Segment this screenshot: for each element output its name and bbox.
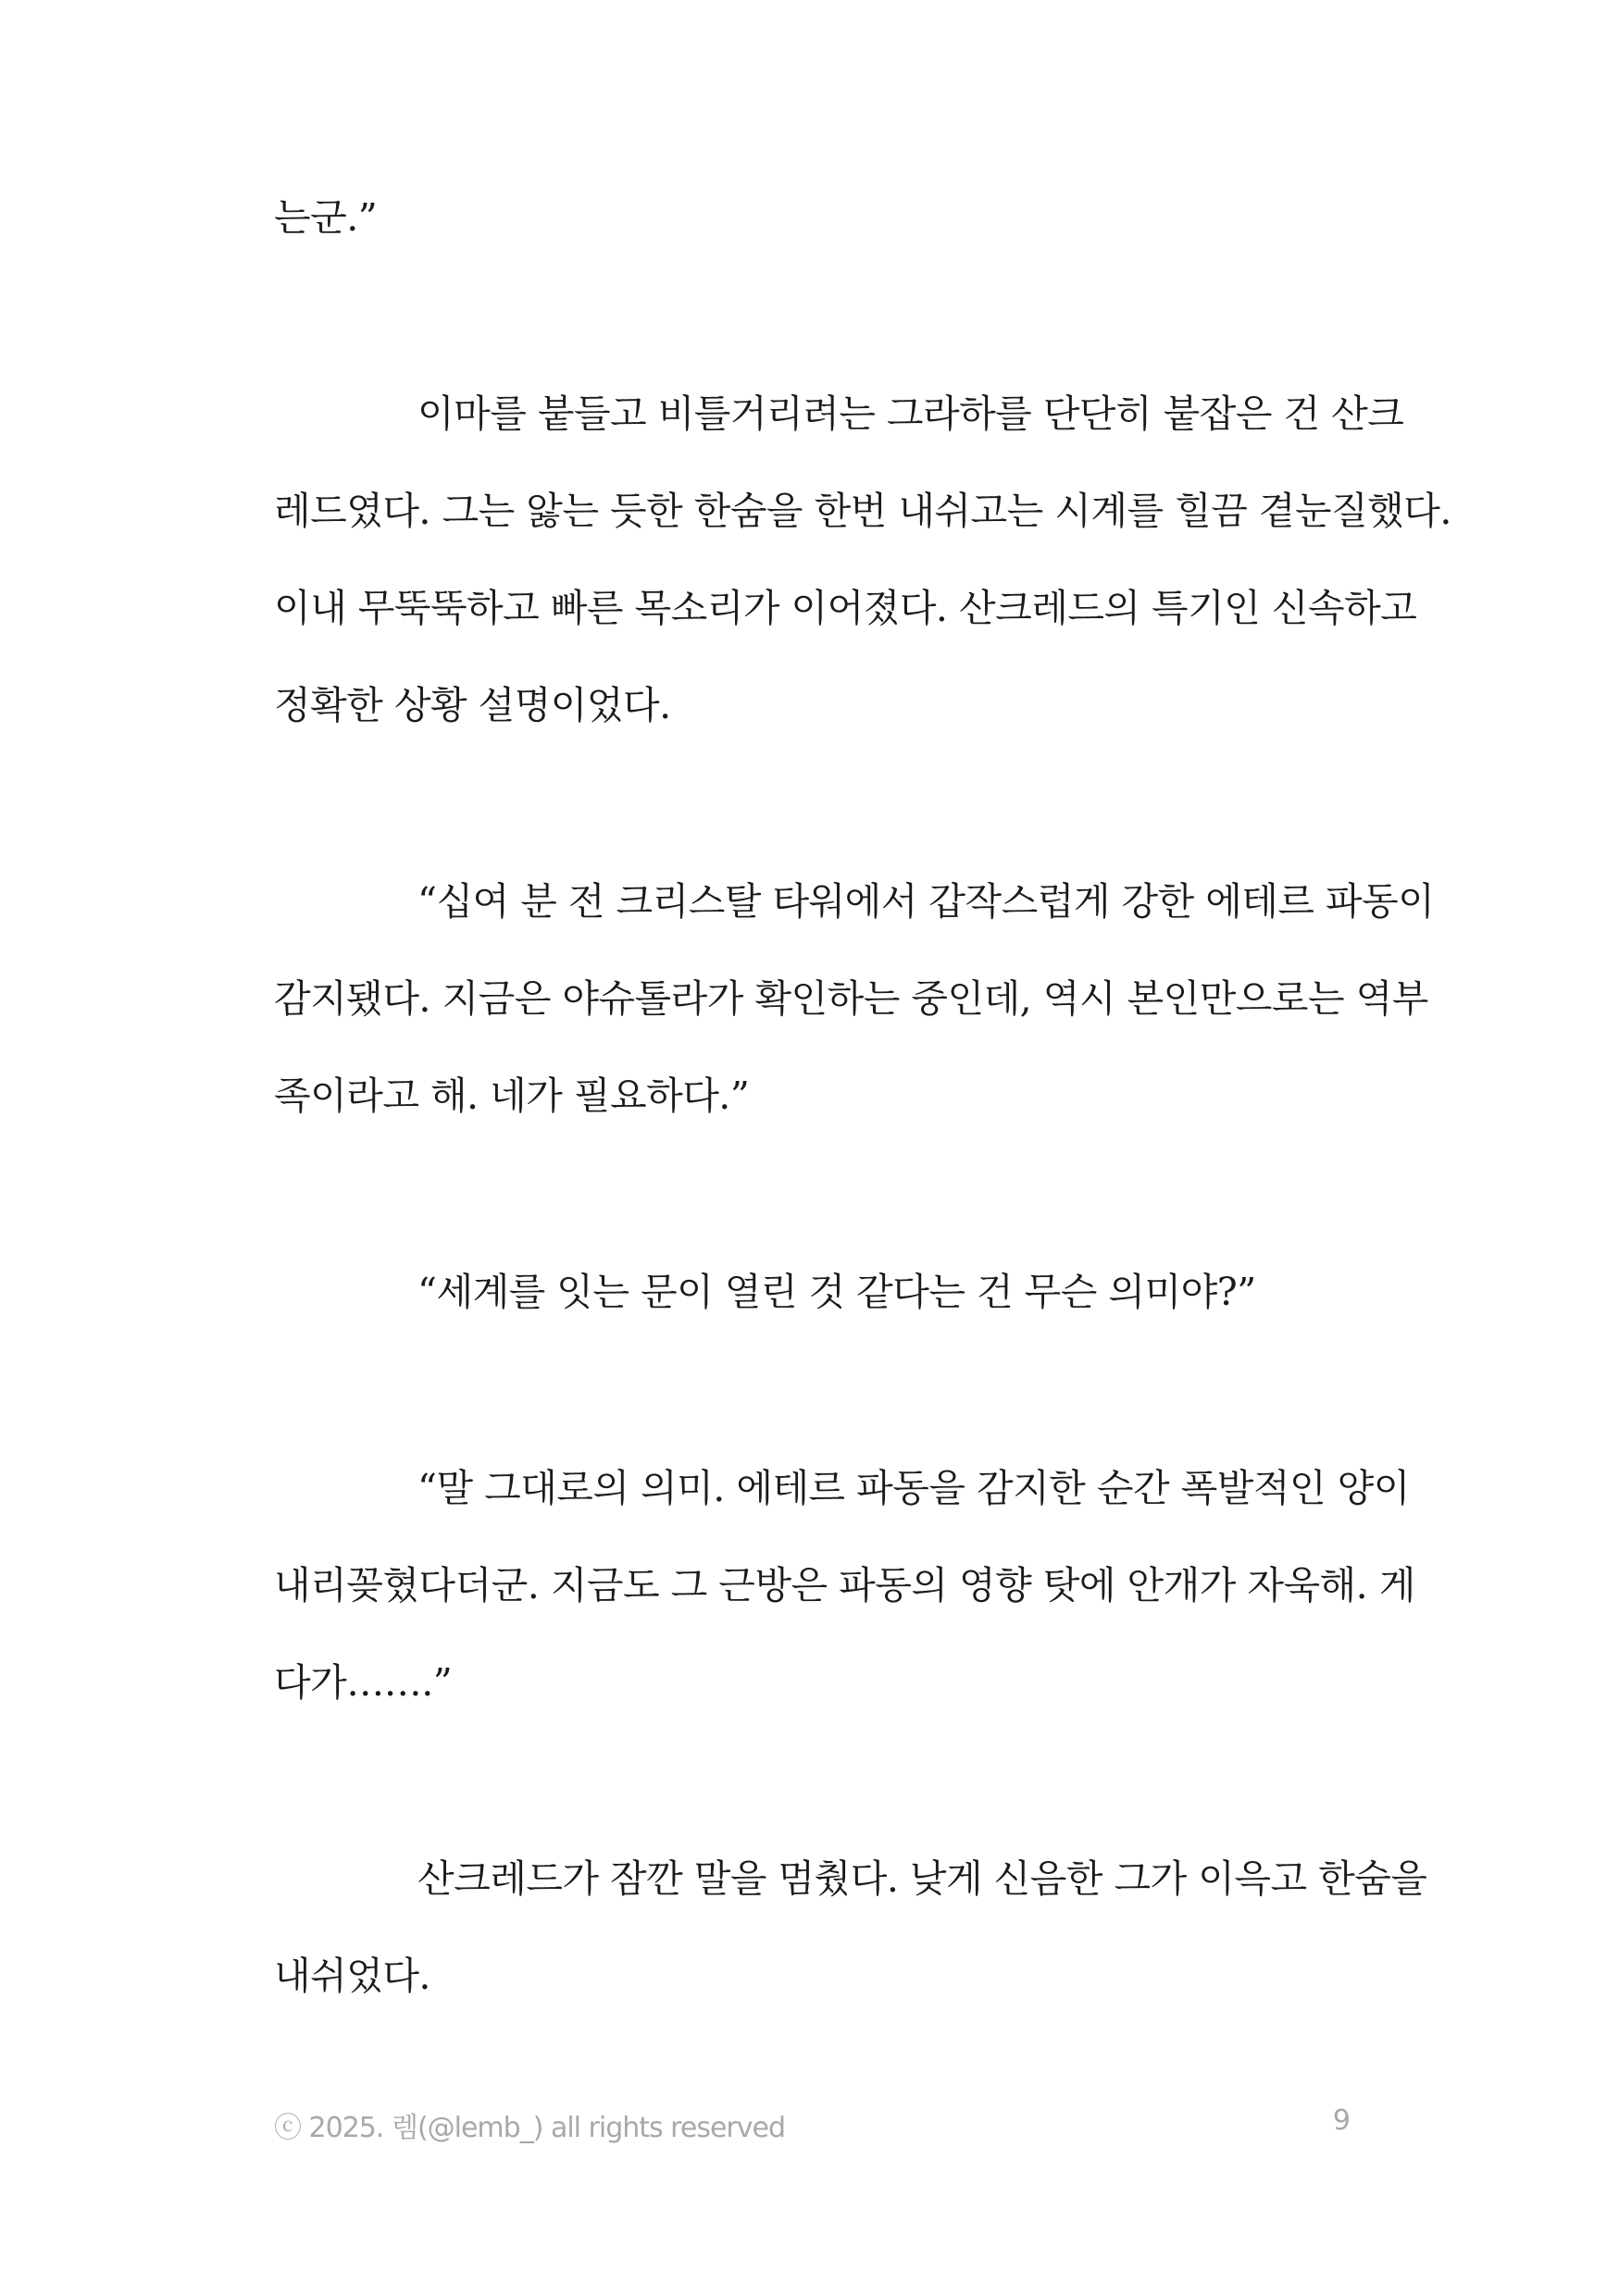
- page-footer: [274, 2104, 1350, 2151]
- text-line: 다가…….”: [274, 1660, 453, 1705]
- text-line: 정확한 상황 설명이었다.: [274, 683, 671, 727]
- body-text: [274, 169, 1451, 2025]
- dialogue-first-line: “세계를 잇는 문이 열린 것 같다는 건 무슨 의미야?”: [417, 1270, 1256, 1314]
- text-line: 내리꽂혔다더군. 지금도 그 근방은 파동의 영향 탓에 안개가 자욱해. 게: [274, 1563, 1415, 1607]
- dialogue-first-line: “말 그대로의 의미. 에테르 파동을 감지한 순간 폭발적인 양이: [417, 1466, 1410, 1510]
- paragraph-first-line: 산크레드가 잠깐 말을 멈췄다. 낮게 신음한 그가 이윽고 한숨을: [417, 1856, 1427, 1901]
- text-line: 이내 무뚝뚝하고 빠른 목소리가 이어졌다. 산크레드의 특기인 신속하고: [274, 586, 1417, 630]
- copyright-notice: ⓒ 2025. 렘(@lemb_) all rights reserved: [274, 2112, 785, 2144]
- text-line: 레드였다. 그는 앓는 듯한 한숨을 한번 내쉬고는 시계를 힐끔 곁눈질했다.: [274, 489, 1451, 533]
- paragraph-first-line: 이마를 붙들고 비틀거리려는 그라하를 단단히 붙잡은 건 산크: [417, 391, 1404, 436]
- text-line: 는군.”: [274, 195, 378, 240]
- page-number: 9: [1332, 2104, 1350, 2137]
- dialogue-first-line: “십여 분 전 크리스탈 타워에서 갑작스럽게 강한 에테르 파동이: [417, 879, 1435, 924]
- text-line: 족이라고 해. 네가 필요하다.”: [274, 1074, 750, 1118]
- text-line: 내쉬었다.: [274, 1954, 430, 1998]
- text-line: 감지됐다. 지금은 야슈톨라가 확인하는 중인데, 역시 본인만으로는 역부: [274, 976, 1428, 1021]
